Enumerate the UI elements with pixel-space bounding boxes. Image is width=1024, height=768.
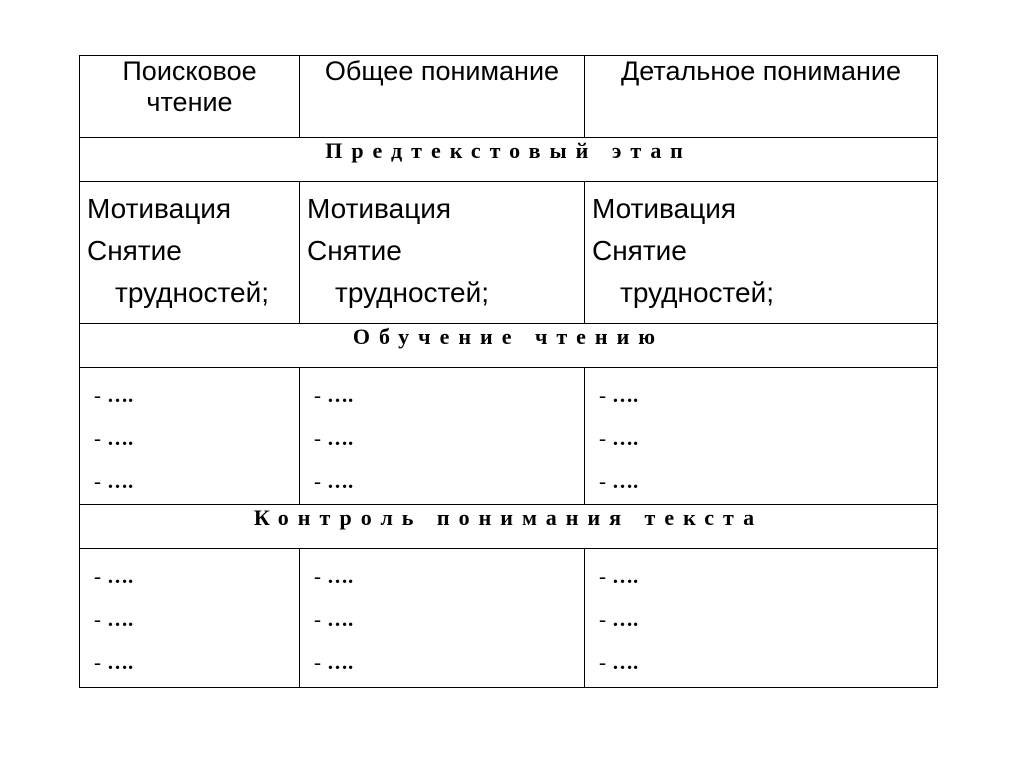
list-item: - ….: [94, 469, 134, 493]
header-detailed-understanding: Детальное понимание: [585, 56, 938, 138]
pre-text-content-row: [80, 182, 938, 324]
motivation-text: Мотивация: [87, 193, 232, 224]
list-item: - ….: [314, 383, 354, 407]
reading-stage-title: Обучение чтению: [80, 324, 938, 368]
control-stage-row: [80, 505, 938, 549]
list-item: - ….: [94, 607, 134, 631]
pre-text-stage-title: Предтекстовый этап: [80, 138, 938, 182]
list-item: - ….: [94, 564, 134, 588]
list-item: - ….: [314, 426, 354, 450]
control-stage-title: Контроль понимания текста: [80, 505, 938, 549]
reading-content-row: [80, 368, 938, 505]
list-item: - ….: [599, 650, 639, 674]
list-item: - ….: [599, 383, 639, 407]
list-item: - ….: [599, 426, 639, 450]
reading-cell-3: [585, 368, 938, 505]
removal-text: Снятие: [87, 235, 182, 266]
motivation-text: Мотивация: [592, 193, 737, 224]
list-item: - ….: [599, 469, 639, 493]
list-item: - ….: [94, 426, 134, 450]
difficulties-text: трудностей;: [620, 277, 775, 308]
removal-text: Снятие: [592, 235, 687, 266]
list-item: - ….: [94, 650, 134, 674]
difficulties-text: трудностей;: [115, 277, 270, 308]
list-item: - ….: [599, 564, 639, 588]
list-item: - ….: [314, 650, 354, 674]
list-item: - ….: [314, 469, 354, 493]
control-cell-1: [80, 549, 300, 688]
reading-stages-table: [79, 55, 938, 688]
pre-text-stage-row: [80, 138, 938, 182]
control-content-row: [80, 549, 938, 688]
reading-cell-1: [80, 368, 300, 505]
control-cell-2: [300, 549, 585, 688]
list-item: - ….: [599, 607, 639, 631]
motivation-text: Мотивация: [307, 193, 452, 224]
header-row: [80, 56, 938, 138]
pre-text-cell-2: [300, 182, 585, 324]
reading-stage-row: [80, 324, 938, 368]
list-item: - ….: [314, 564, 354, 588]
removal-text: Снятие: [307, 235, 402, 266]
header-general-understanding: Общее понимание: [300, 56, 585, 138]
header-search-reading: Поисковое чтение: [80, 56, 300, 138]
list-item: - ….: [314, 607, 354, 631]
pre-text-cell-3: [585, 182, 938, 324]
pre-text-cell-1: [80, 182, 300, 324]
difficulties-text: трудностей;: [335, 277, 490, 308]
reading-cell-2: [300, 368, 585, 505]
list-item: - ….: [94, 383, 134, 407]
control-cell-3: [585, 549, 938, 688]
